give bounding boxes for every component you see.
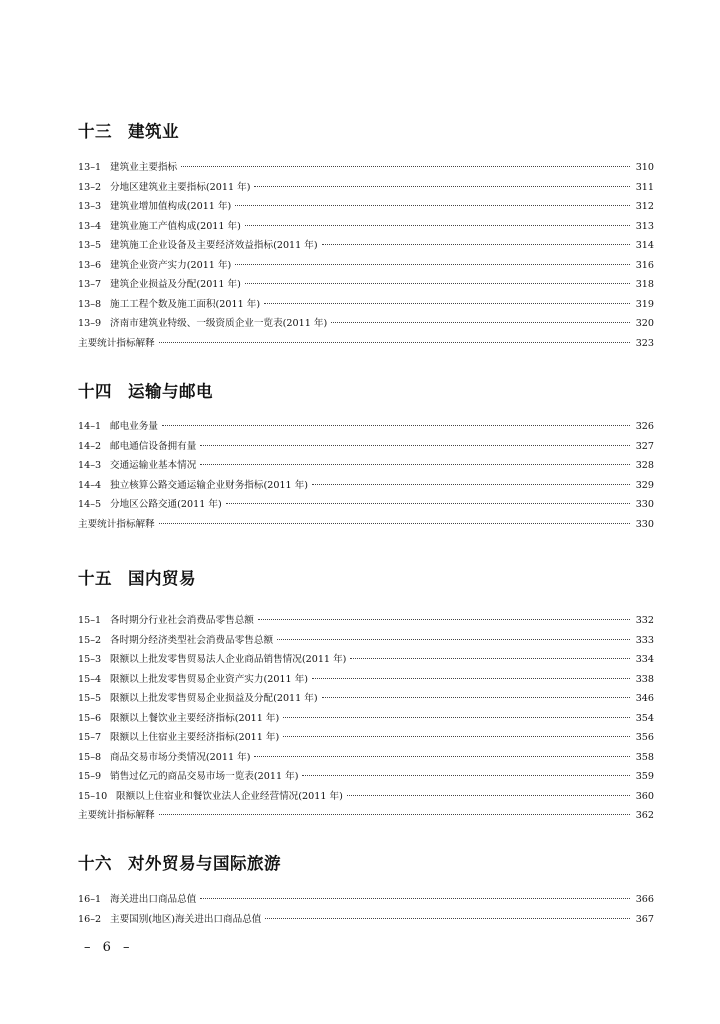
dot-leader: [264, 303, 630, 304]
entry-title: 限额以上批发零售贸易企业损益及分配(2011 年): [110, 693, 318, 704]
entry-code: 16–1: [78, 894, 102, 905]
toc-entry[interactable]: [78, 258, 654, 274]
toc-entry[interactable]: [78, 478, 654, 494]
entry-code: 16–2: [78, 913, 102, 925]
dot-leader: [159, 523, 630, 524]
entry-title: 主要统计指标解释: [78, 810, 155, 821]
entry-code: 15–7: [78, 732, 102, 743]
entry-code: 15–9: [78, 771, 102, 782]
entry-title: 交通运输业基本情况: [110, 460, 197, 471]
entry-title: 建筑业施工产值构成(2011 年): [110, 220, 241, 232]
entry-page: 362: [635, 810, 654, 821]
dot-leader: [245, 225, 630, 226]
entry-code: 13–2: [78, 181, 102, 193]
dot-leader: [159, 342, 630, 343]
entry-code: 13–6: [78, 259, 102, 271]
entry-title: 限额以上批发零售贸易企业资产实力(2011 年): [110, 673, 309, 685]
section-number: 十五: [78, 569, 112, 588]
entry-title: 建筑业主要指标: [110, 162, 178, 173]
entry-code: 13–9: [78, 318, 102, 329]
entry-code: 13–8: [78, 298, 102, 310]
entry-title: 主要统计指标解释: [78, 337, 155, 349]
entry-code: 13–7: [78, 279, 102, 290]
dot-leader: [254, 186, 630, 187]
entry-code: 14–4: [78, 479, 102, 491]
toc-entry[interactable]: [78, 419, 654, 435]
toc-entry[interactable]: [78, 633, 654, 649]
entry-page: 338: [635, 673, 654, 685]
toc-entry[interactable]: [78, 912, 654, 928]
section-number: 十四: [78, 382, 112, 401]
dot-leader: [235, 264, 630, 265]
entry-title: 主要统计指标解释: [78, 518, 155, 530]
toc-entry[interactable]: [78, 750, 654, 766]
entry-code: 15–10: [78, 790, 108, 802]
entry-title: 邮电业务量: [110, 421, 158, 432]
entry-page: 330: [635, 518, 654, 530]
toc-entry[interactable]: [78, 297, 654, 313]
entry-page: 359: [635, 771, 654, 782]
toc-entry[interactable]: [78, 277, 654, 293]
dot-leader: [283, 736, 630, 737]
section-number: 十六: [78, 854, 112, 873]
dot-leader: [312, 678, 630, 679]
entry-code: 13–3: [78, 201, 102, 212]
dot-leader: [322, 244, 630, 245]
entry-title: 建筑企业损益及分配(2011 年): [110, 279, 241, 290]
entry-title: 邮电通信设备拥有量: [110, 440, 197, 452]
toc-entry[interactable]: [78, 691, 654, 707]
entry-title: 独立核算公路交通运输企业财务指标(2011 年): [110, 479, 309, 491]
toc-entry[interactable]: [78, 497, 654, 513]
section-title: 运输与邮电: [128, 382, 213, 401]
entry-code: 15–5: [78, 693, 102, 704]
entry-page: 314: [635, 240, 654, 251]
page-number: – 6 –: [84, 940, 134, 955]
entry-title: 销售过亿元的商品交易市场一览表(2011 年): [110, 771, 299, 782]
entry-title: 各时期分经济类型社会消费品零售总额: [110, 634, 274, 646]
toc-entry[interactable]: [78, 180, 654, 196]
entry-page: 327: [635, 440, 654, 452]
toc-entry[interactable]: [78, 238, 654, 254]
dot-leader: [350, 658, 630, 659]
entry-title: 主要国别(地区)海关进出口商品总值: [110, 913, 262, 925]
toc-entry[interactable]: [78, 316, 654, 332]
dot-leader: [254, 756, 630, 757]
entry-title: 建筑业增加值构成(2011 年): [110, 201, 232, 212]
entry-code: 14–2: [78, 440, 102, 452]
entry-page: 358: [635, 751, 654, 763]
dot-leader: [159, 814, 630, 815]
section-heading: [78, 378, 213, 402]
toc-entry[interactable]: [78, 613, 654, 629]
dot-leader: [331, 322, 630, 323]
dot-leader: [245, 283, 630, 284]
entry-page: 316: [635, 259, 654, 271]
dot-leader: [200, 445, 630, 446]
dot-leader: [235, 205, 630, 206]
entry-page: 311: [635, 181, 654, 193]
toc-entry[interactable]: [78, 672, 654, 688]
entry-page: 360: [635, 790, 654, 802]
section-heading: [78, 850, 281, 874]
entry-page: 330: [635, 499, 654, 510]
toc-entry[interactable]: [78, 439, 654, 455]
toc-entry[interactable]: [78, 652, 654, 668]
dot-leader: [162, 425, 630, 426]
section-number: 十三: [78, 122, 112, 141]
toc-entry[interactable]: [78, 789, 654, 805]
toc-entry[interactable]: [78, 730, 654, 746]
entry-page: 329: [635, 479, 654, 491]
entry-page: 367: [635, 913, 654, 925]
toc-entry[interactable]: [78, 769, 654, 785]
entry-code: 15–8: [78, 751, 102, 763]
dot-leader: [181, 166, 630, 167]
toc-entry[interactable]: [78, 219, 654, 235]
entry-page: 313: [635, 220, 654, 232]
entry-page: 312: [635, 201, 654, 212]
entry-page: 328: [635, 460, 654, 471]
toc-entry-notes[interactable]: [78, 336, 654, 352]
entry-title: 商品交易市场分类情况(2011 年): [110, 751, 251, 763]
entry-code: 15–1: [78, 615, 102, 626]
entry-title: 各时期分行业社会消费品零售总额: [110, 615, 254, 626]
entry-page: 323: [635, 337, 654, 349]
toc-entry-notes[interactable]: [78, 517, 654, 533]
entry-code: 15–2: [78, 634, 102, 646]
entry-page: 366: [635, 894, 654, 905]
entry-title: 施工工程个数及施工面积(2011 年): [110, 298, 261, 310]
entry-code: 13–5: [78, 240, 102, 251]
entry-code: 13–4: [78, 220, 102, 232]
entry-title: 限额以上批发零售贸易法人企业商品销售情况(2011 年): [110, 654, 347, 665]
entry-page: 310: [635, 162, 654, 173]
entry-code: 15–6: [78, 712, 102, 724]
entry-code: 13–1: [78, 162, 102, 173]
toc-entry[interactable]: [78, 160, 654, 176]
entry-title: 海关进出口商品总值: [110, 894, 197, 905]
entry-title: 限额以上住宿业主要经济指标(2011 年): [110, 732, 280, 743]
dot-leader: [283, 717, 630, 718]
entry-page: 320: [635, 318, 654, 329]
entry-page: 326: [635, 421, 654, 432]
toc-entry[interactable]: [78, 458, 654, 474]
entry-page: 356: [635, 732, 654, 743]
entry-code: 14–3: [78, 460, 102, 471]
dot-leader: [322, 697, 630, 698]
section-heading: [78, 565, 196, 589]
dot-leader: [302, 775, 630, 776]
section-title: 国内贸易: [128, 569, 196, 588]
toc-entry[interactable]: [78, 892, 654, 908]
section-title: 对外贸易与国际旅游: [128, 854, 281, 873]
entry-page: 354: [635, 712, 654, 724]
toc-entry[interactable]: [78, 711, 654, 727]
entry-page: 346: [635, 693, 654, 704]
entry-title: 建筑施工企业设备及主要经济效益指标(2011 年): [110, 240, 318, 251]
entry-page: 332: [635, 615, 654, 626]
entry-title: 济南市建筑业特级、一级资质企业一览表(2011 年): [110, 318, 328, 329]
dot-leader: [277, 639, 630, 640]
entry-title: 分地区建筑业主要指标(2011 年): [110, 181, 251, 193]
entry-code: 14–5: [78, 499, 102, 510]
toc-entry-notes[interactable]: [78, 808, 654, 824]
dot-leader: [265, 918, 630, 919]
entry-title: 限额以上餐饮业主要经济指标(2011 年): [110, 712, 280, 724]
entry-code: 15–3: [78, 654, 102, 665]
dot-leader: [226, 503, 630, 504]
entry-title: 建筑企业资产实力(2011 年): [110, 259, 232, 271]
section-heading: [78, 118, 179, 142]
entry-code: 14–1: [78, 421, 102, 432]
dot-leader: [258, 619, 630, 620]
entry-page: 334: [635, 654, 654, 665]
entry-page: 318: [635, 279, 654, 290]
dot-leader: [312, 484, 630, 485]
dot-leader: [200, 898, 630, 899]
dot-leader: [347, 795, 630, 796]
entry-title: 分地区公路交通(2011 年): [110, 499, 222, 510]
entry-page: 333: [635, 634, 654, 646]
toc-entry[interactable]: [78, 199, 654, 215]
entry-title: 限额以上住宿业和餐饮业法人企业经营情况(2011 年): [116, 790, 343, 802]
dot-leader: [200, 464, 630, 465]
section-title: 建筑业: [128, 122, 179, 141]
entry-code: 15–4: [78, 673, 102, 685]
entry-page: 319: [635, 298, 654, 310]
